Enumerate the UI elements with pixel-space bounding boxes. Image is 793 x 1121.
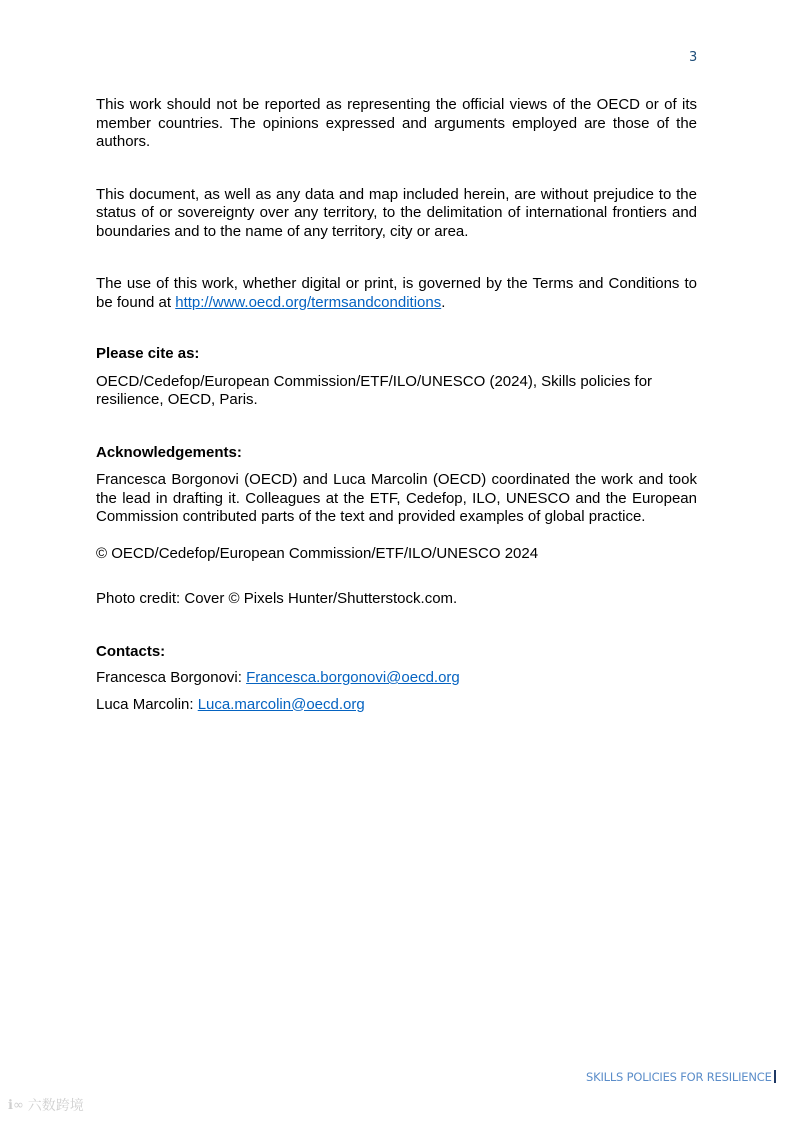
watermark-text: 六数跨境 [27,1098,84,1114]
footer-title: SKILLS POLICIES FOR RESILIENCE [586,1070,772,1084]
footer-divider [774,1070,776,1083]
terms-paragraph [96,275,697,312]
copyright-line: © OECD/Cedefop/European Commission/ETF/ILO/UNESCO 2024 [96,544,539,562]
watermark-logo-icon: ℹ︎∞ [8,1097,24,1113]
contact-item [96,669,697,688]
watermark [8,1095,84,1115]
terms-link[interactable]: http://www.oecd.org/termsandconditions [175,293,442,311]
contact-email-link[interactable]: Francesca.borgonovi@oecd.org [246,669,460,686]
cite-text: OECD/Cedefop/European Commission/ETF/ILO/UNESCO (2024), Skills policies for resilience, OECD, Paris. [96,372,653,408]
contact-label: Francesca Borgonovi: [96,669,247,686]
terms-suffix: . [441,293,446,311]
acknowledgements-text: Francesca Borgonovi (OECD) and Luca Marcolin (OECD) coordinated the work and took the lead in drafting it. Colleagues at the ETF, Cedefop, ILO, UNESCO and the European Commission contributed parts of the text and provided examples of global practice. [96,471,697,525]
contacts-heading: Contacts: [96,642,166,660]
contact-item [96,696,697,715]
document-body [96,96,697,722]
acknowledgements-heading: Acknowledgements: [96,443,242,461]
footer-running-title [586,1070,776,1084]
photo-credit: Photo credit: Cover © Pixels Hunter/Shutterstock.com. [96,590,458,607]
terms-prefix: The use of this work, whether digital or print, is governed by the Terms and Conditions to be found at [96,275,697,311]
contact-email-link[interactable]: Luca.marcolin@oecd.org [197,695,365,713]
disclaimer-paragraph: This work should not be reported as representing the official views of the OECD or of its member countries. The opinions expressed and arguments employed are those of the authors. [96,96,697,150]
cite-heading: Please cite as: [96,345,200,362]
contact-label: Luca Marcolin: [96,695,198,713]
page-number: 3 [689,50,698,65]
territory-paragraph: This document, as well as any data and map included herein, are without prejudice to the status of or sovereignty over any territory, to the delimitation of international frontiers and boundaries and to the name of any territory, city or area. [96,185,697,240]
